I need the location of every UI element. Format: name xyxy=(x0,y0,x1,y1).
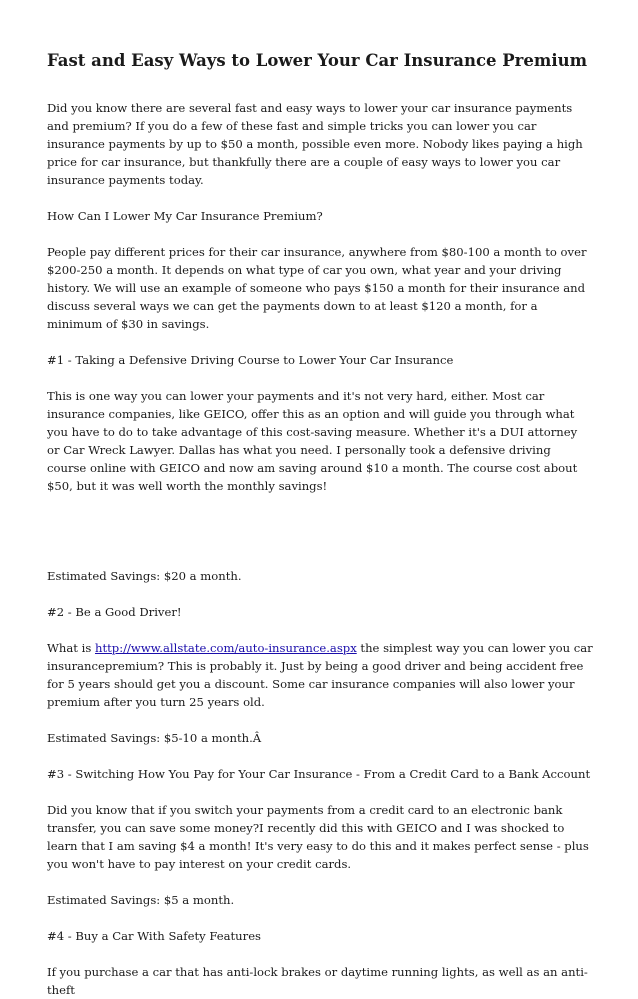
tip2-heading: #2 - Be a Good Driver! xyxy=(47,605,182,619)
tip2-paragraph xyxy=(47,639,593,711)
page-title: Fast and Easy Ways to Lower Your Car Insurance Premium xyxy=(47,51,588,70)
tip1-paragraph: This is one way you can lower your payments and it's not very hard, either. Most car insurance companies, like GEICO, offer this as an option and will guide you through what you have to do to take advantage of this cost-saving measure. Whether it's a DUI attorney or Car Wreck Lawyer. Dallas has what you need. I personally took a defensive driving course online with GEICO and now am saving around $10 a month. The course cost about $50, but it was well worth the monthly savings! xyxy=(47,389,578,493)
intro-paragraph: Did you know there are several fast and easy ways to lower your car insurance payments and premium? If you do a few of these fast and simple tricks you can lower you car insurance payments by up to $50 a month, possible even more. Nobody likes paying a high price for car insurance, but thankfully there are a couple of easy ways to lower you car insurance payments today. xyxy=(47,101,583,187)
tip2-savings: Estimated Savings: $5-10 a month.Â xyxy=(47,731,262,745)
question-heading: How Can I Lower My Car Insurance Premium? xyxy=(47,209,323,223)
tip1-savings: Estimated Savings: $20 a month. xyxy=(47,569,242,583)
tip3-heading: #3 - Switching How You Pay for Your Car Insurance - From a Credit Card to a Bank Account xyxy=(47,767,591,781)
tip2-body: the simplest way you can lower you car insurancepremium? This is probably it. Just by being a good driver and being accident free for 5 years should get you a discount. Some car insurance companies will also lower your premium after you turn 25 years old. xyxy=(47,641,593,709)
tip1-heading: #1 - Taking a Defensive Driving Course to Lower Your Car Insurance xyxy=(47,353,454,367)
tip2-prefix: What is xyxy=(47,641,95,655)
tip4-heading: #4 - Buy a Car With Safety Features xyxy=(47,929,262,943)
tip3-savings: Estimated Savings: $5 a month. xyxy=(47,893,235,907)
prices-paragraph: People pay different prices for their car insurance, anywhere from $80-100 a month to over $200-250 a month. It depends on what type of car you own, what year and your driving history. We will use an example of someone who pays $150 a month for their insurance and discuss several ways we can get the payments down to at least $120 a month, for a minimum of $30 in savings. xyxy=(47,245,587,331)
tip3-paragraph: Did you know that if you switch your payments from a credit card to an electronic bank transfer, you can save some money?I recently did this with GEICO and I was shocked to learn that I am saving $4 a month! It's very easy to do this and it makes perfect sense - plus you won't have to pay interest on your credit cards. xyxy=(47,803,589,871)
allstate-link[interactable]: http://www.allstate.com/auto-insurance.aspx xyxy=(94,641,357,655)
blank-space xyxy=(47,513,593,567)
tip4-paragraph: If you purchase a car that has anti-lock brakes or daytime running lights, as well as an anti-theft xyxy=(47,965,588,997)
